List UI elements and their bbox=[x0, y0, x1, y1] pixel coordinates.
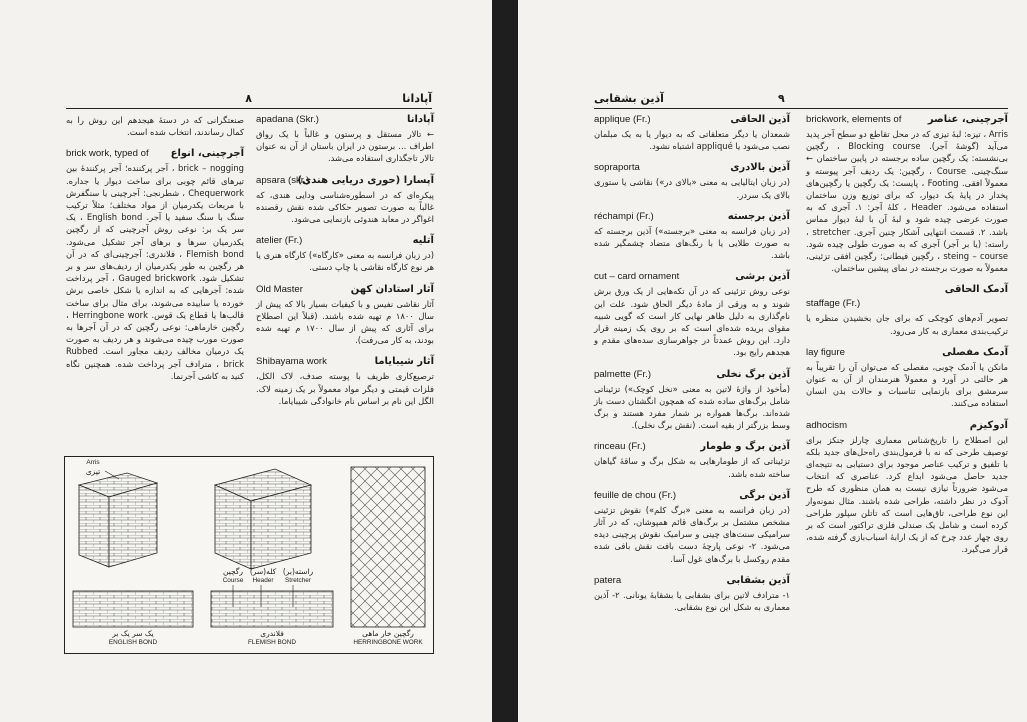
entry bbox=[256, 114, 434, 165]
entry-term-persian: آذین بالادری bbox=[730, 162, 790, 174]
entry-term-persian: آجرچینی، انواع bbox=[170, 148, 244, 160]
page-number: ۸ bbox=[245, 92, 252, 105]
entry-term-persian: آجرچینی، عناصر bbox=[927, 114, 1008, 125]
entry bbox=[594, 575, 790, 613]
caption-herringbone-en: HERRINGBONE WORK bbox=[353, 639, 423, 646]
entry-term-latin: patera bbox=[594, 574, 622, 586]
book-gutter bbox=[492, 0, 518, 722]
right-page bbox=[518, 0, 1027, 722]
entry bbox=[806, 420, 1008, 556]
entry bbox=[256, 235, 434, 273]
entry bbox=[256, 356, 434, 407]
caption-flemish-bond-fa: فلاندری bbox=[260, 629, 284, 638]
entry-definition: تصویر آدم‌های کوچکی که برای جان بخشیدن منظره یا ترکیب‌بندی معماری به کار می‌رود. bbox=[806, 313, 1008, 336]
column-left bbox=[594, 114, 790, 623]
entry-term-persian: آدمک الحاقی bbox=[944, 284, 1008, 296]
label-course-fa: رگچین bbox=[222, 567, 243, 576]
entry-term-persian: آثار استادان کهن bbox=[350, 283, 434, 295]
entry-term-latin: cut – card ornament bbox=[594, 271, 680, 283]
entry-term-persian: آذین بشقابی bbox=[726, 574, 790, 586]
entry-definition: (در زبان فرانسه به معنی «برجسته») آذین برجسته که به صورت طلایی یا با رنگ‌های متضاد چشمگیر شده باشد. bbox=[594, 225, 790, 261]
caption-flemish-bond-en: FLEMISH BOND bbox=[248, 639, 296, 646]
column-right bbox=[806, 114, 1008, 566]
entry-term-latin: Shibayama work bbox=[256, 356, 327, 368]
entry bbox=[806, 284, 1008, 336]
entry-term-latin: apadana (Skr.) bbox=[256, 114, 319, 125]
entry-term-persian: آذین برگ و طومار bbox=[700, 441, 790, 453]
entry-term-persian: آذین برشی bbox=[735, 271, 790, 283]
entry bbox=[66, 148, 244, 382]
entry bbox=[806, 347, 1008, 410]
entry-term-latin: adhocism bbox=[806, 419, 848, 431]
entry-term-persian: آپادانا bbox=[406, 114, 434, 125]
entry-term-latin: apsara (skr.) bbox=[256, 174, 310, 186]
label-arris-fa: تیزی bbox=[85, 467, 101, 476]
entry bbox=[594, 211, 790, 262]
left-page bbox=[0, 0, 492, 722]
entry bbox=[594, 369, 790, 432]
english-bond-elevation bbox=[73, 591, 193, 627]
caption-herringbone-fa: رگچین خار ماهی bbox=[362, 629, 414, 638]
entry-definition: نوعی روش تزئینی که در آن تکه‌هایی از یک ورق برش شوند و به ورقی از مادهٔ دیگر الحاق شود. علت این نام‌گذاری به دلیل ظاهر نهایی کار است که گویی شبیه مقوای بریده شده‌ای است که بر روی یک زمینه قرار دارد. این روش عمدتاً در جواهرسازی سده‌های مقدم و هجدهم رایج بود. bbox=[594, 286, 790, 358]
running-head: آذین بشقابی bbox=[594, 92, 664, 105]
entry-definition: brick – nogging ، آجر پرکننده؛ آجر پرکنندهٔ بین تیرهای قائم چوبی برای ساخت دیوار یا جداره. Chequerwork ، شطرنجی: آجرچینی یا سنگفرش با مربعات یکدرمیان از مواد مختلف؛ مثلاً ترکیب سنگ با سنگ سفید یا آجر. English bond ، یک سر یک بر: نوعی روش آجرچینی که از رگچین یکدرمیان سرها و برهای آجر تشکیل می‌شود. Flemish bond ، فلاندری: آجرچینی‌ای که در آن هر رگچین به طور یکدرمیان از ردیف‌های سر و بر تشکیل شود. Gauged brickwork ، آجر پرداخت شده: آجرهایی که به اندازه یا شکل خاصی برش خورده یا ساییده می‌شوند، برای مثال برای ساخت قالب‌ها یا قطاع یک قوس. Herringbone work ، رگچین خارماهی: نوعی رگچین که در آن آجرها به صورت مورب چیده می‌شوند و هر ردیف به صورت یک درمیان مخالف ردیف مجاور است. Rubbed brick ، مترادف آجر پرداخت شده. همچنین نگاه کنید به کاشی آجرنما. bbox=[66, 163, 245, 381]
column-left bbox=[66, 114, 244, 392]
label-stretcher-en: Stretcher bbox=[285, 577, 311, 584]
entry-definition: شمعدان یا دیگر متعلقاتی که به دیوار یا به یک مبلمان نصب می‌شود یا appliqué اشتباه نشود. bbox=[594, 129, 790, 152]
running-head: آپادانا bbox=[402, 92, 432, 105]
entry-term-persian: آذین برگ نخلی bbox=[716, 368, 790, 380]
entry bbox=[806, 114, 1008, 274]
page-header bbox=[594, 92, 1008, 109]
entry bbox=[594, 271, 790, 358]
entry-term-latin: palmette (Fr.) bbox=[594, 368, 652, 380]
entry bbox=[66, 114, 244, 138]
entry-term-latin: rinceau (Fr.) bbox=[594, 441, 646, 453]
brick-bond-figure bbox=[64, 456, 434, 654]
label-course-en: Course bbox=[222, 577, 244, 584]
entry-definition: مانکن یا آدمک چوبی، مفصلی که می‌توان آن را تقریباً به هر حالتی در آورد و معمولاً هنرمندان از آن به عنوان سرمشق برای بازنمایی تناسبات و حالات بدن انسان استفاده می‌کنند. bbox=[806, 361, 1008, 409]
entry-term-persian: آذین الحاقی bbox=[730, 114, 790, 125]
entry bbox=[256, 284, 434, 347]
entry-definition: ← تالار مستقل و پرستون و غالباً با یک رواق اطراف ... برستون در ایران باستان از آن به عنوان تالار تاجگذاری استفاده می‌شد. bbox=[256, 129, 434, 164]
entry-term-latin: atelier (Fr.) bbox=[256, 235, 303, 247]
herringbone-panel bbox=[351, 467, 425, 627]
entry-term-persian: آدوکیزم bbox=[969, 419, 1008, 431]
entry bbox=[594, 162, 790, 200]
entry-term-persian: آذین برگی bbox=[739, 489, 790, 501]
entry-term-latin: brick work, typed of bbox=[66, 148, 149, 160]
page-number: ۹ bbox=[778, 92, 785, 105]
entry-definition: صنعتگرانی که در دستهٔ هیجدهم این روش را به کمال رساندند، انتخاب شده است. bbox=[66, 115, 244, 138]
label-header-en: Header bbox=[252, 577, 274, 584]
entry-term-latin: applique (Fr.) bbox=[594, 114, 651, 125]
entry-definition: (در زبان فرانسه به معنی «کارگاه») کارگاه هنری یا هر نوع کارگاه نقاشی یا چاپ دستی. bbox=[256, 250, 434, 273]
entry-definition: Arris ، تیزه: لبهٔ تیزی که در محل تقاطع دو سطح آجر پدید می‌آید (گوشهٔ آجر). Blocking course ، رگچین بی‌نشسته: یک رگچین ساده برجسته در پایین ساختمان ← سنگ‌چینی. Course ، رگچین: یک ردیف آجر پیوسته و معمولاً افقی. Footing ، پایست: یک رگچین یا رگچین‌های پخدار در پایهٔ یک دیوار، که برای توزیع وزن ساختمان استفاده می‌شود. Header ، کلهٔ آجر: ۱. آجری که به صورت عرضی چیده شود و لبهٔ آن با لبهٔ دیوار مماس باشد. ۲. قسمت انتهایی آشکار چنین آجری. stretcher ، راسته: (یا بر آجر) آجری که به صورت طولی چیده شود. steing – course ، رگچین فیطانی: رگچین افقی تزئینی، معمولاً به صورت برجسته در نمای پیشین ساختمان. bbox=[806, 129, 1009, 274]
entry-definition: آثار نقاشی نفیس و با کیفیات بسیار بالا که پیش از سال ۱۸۰۰ م تهیه شده باشند. (قبلاً این اصطلاح برای آثاری که پیش از سال ۱۷۰۰ م تهیه شده بودند، به کار می‌رفت). bbox=[256, 298, 435, 346]
entry-term-latin: feuille de chou (Fr.) bbox=[594, 489, 677, 501]
entry-definition: پیکره‌ای که در اسطوره‌شناسی ودایی هندی، که غالباً به صورت تصویر حکاکی شده نقش رقصنده اغواگر در معابد هندوئی بازنمایی می‌شود. bbox=[256, 189, 434, 225]
label-header-fa: کله(سر) bbox=[249, 567, 277, 576]
caption-english-bond-fa: یک سر یک بر bbox=[112, 629, 154, 638]
entry-definition: (مأخوذ از واژهٔ لاتین به معنی «نخل کوچک») تزئیناتی شامل برگ‌های ساده شده که همچون انگشتان دست باز شده‌اند. برگ‌ها همواره بر شمار مفرد هستند و برگ وسط بزرگتر از بقیه است. (نقش برگ نخلی). bbox=[594, 383, 790, 431]
entry-term-latin: staffage (Fr.) bbox=[806, 298, 861, 310]
entry-definition: ۱- مترادف لاتین برای بشقابی یا بشقابهٔ یونانی. ۲- آذین معماری به شکل این نوع بشقابی. bbox=[594, 589, 790, 613]
flemish-bond-block bbox=[215, 469, 311, 569]
entry-definition: (در زبان ایتالیایی به معنی «بالای در») نقاشی یا ستوری بالای یک سردر. bbox=[594, 177, 790, 200]
brick-bond-illustration bbox=[65, 457, 433, 653]
entry-term-persian: آتلیه bbox=[412, 235, 434, 247]
entry-term-latin: sopraporta bbox=[594, 162, 640, 174]
entry-term-latin: brickwork, elements of bbox=[806, 114, 902, 125]
english-bond-block bbox=[79, 473, 157, 567]
flemish-bond-elevation bbox=[211, 591, 333, 627]
entry bbox=[594, 114, 790, 152]
entry bbox=[594, 490, 790, 565]
entry bbox=[256, 175, 434, 226]
caption-english-bond-en: ENGLISH BOND bbox=[108, 639, 158, 646]
entry-term-persian: آدمک مفصلی bbox=[942, 346, 1008, 358]
entry-definition: (در زبان فرانسه به معنی «برگ کلم») نقوش تزئینی مشخص مشتمل بر برگ‌های قائم همپوشان، که در آثار سرامیکی سنت‌های چینی و سرامیک نقوش پرچینی دیده می‌شود. ۲- نوعی پارچهٔ دست بافت نقش بافی شده مقدم روکسل با برگ‌های غول آسا. bbox=[594, 504, 790, 564]
label-arris-en: Arris bbox=[86, 459, 100, 466]
entry-definition: ترصیع‌کاری ظریف با پوسته صدف، لاک الکل، فلزات قیمتی و دیگر مواد معمولاً بر یک زمینه لاک. الگل این نام بر اساس نام خانوادگی شیبایاما. bbox=[256, 371, 434, 406]
column-right bbox=[256, 114, 434, 417]
page-header bbox=[66, 92, 432, 109]
entry-term-latin: lay figure bbox=[806, 346, 845, 358]
entry bbox=[594, 441, 790, 479]
entry-definition: این اصطلاح را تاریخ‌شناس معماری چارلز جنکز برای توصیف طرحی که نه با فرمول‌بندی راه‌حل‌های جدید بلکه با تلفیق و ترکیب عناصر موجود برای دستیابی به نتیجه‌ای جدید حاصل می‌شود ابداع کرد. عناصری که انتخاب می‌شود ضرورتاً نیازی نیست به همان منظوری که طرح آدوک در نظر داشته، طراحی شده باشند. مثال نمونه‌وار این نوع طراحی، تاق‌هایی است که تاتلن سپلور طراحی کرده است و شامل یک صندلی فلزی تراکتور است که بر روی چهار عدد چرخ که از یک ارابهٔ اسباب‌بازی گرفته شده، قرار می‌گیرد. bbox=[806, 434, 1008, 555]
entry-term-latin: réchampi (Fr.) bbox=[594, 210, 654, 222]
entry-term-persian: آذین برجسته bbox=[727, 210, 790, 222]
entry-term-persian: آثار شیبایاما bbox=[374, 356, 434, 368]
entry-term-latin: Old Master bbox=[256, 283, 303, 295]
entry-definition: تزئیناتی که از طومارهایی به شکل برگ و ساقهٔ گیاهان ساخته شده باشد. bbox=[594, 456, 790, 479]
label-stretcher-fa: راسته(بر) bbox=[282, 567, 314, 576]
entry-term-persian: آپسارا (حوری دریایی هندی) bbox=[297, 174, 434, 186]
